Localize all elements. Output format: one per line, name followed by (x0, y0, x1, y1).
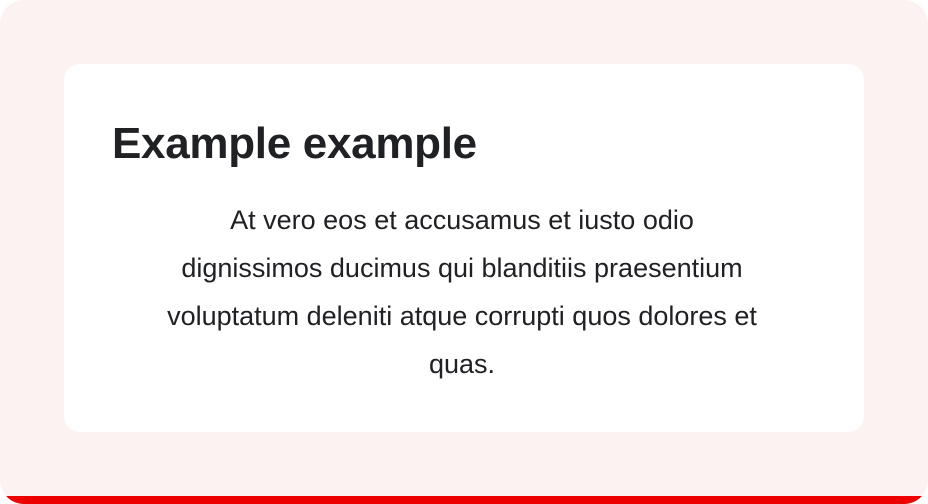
content-card (64, 64, 864, 432)
accent-bar (0, 496, 928, 504)
card-body-text: At vero eos et accusamus et iusto odio dignissimos ducimus qui blanditiis praesentium voluptatum deleniti atque corrupti quos dolores et quas. (167, 205, 757, 379)
card-title: Example example (112, 119, 477, 168)
